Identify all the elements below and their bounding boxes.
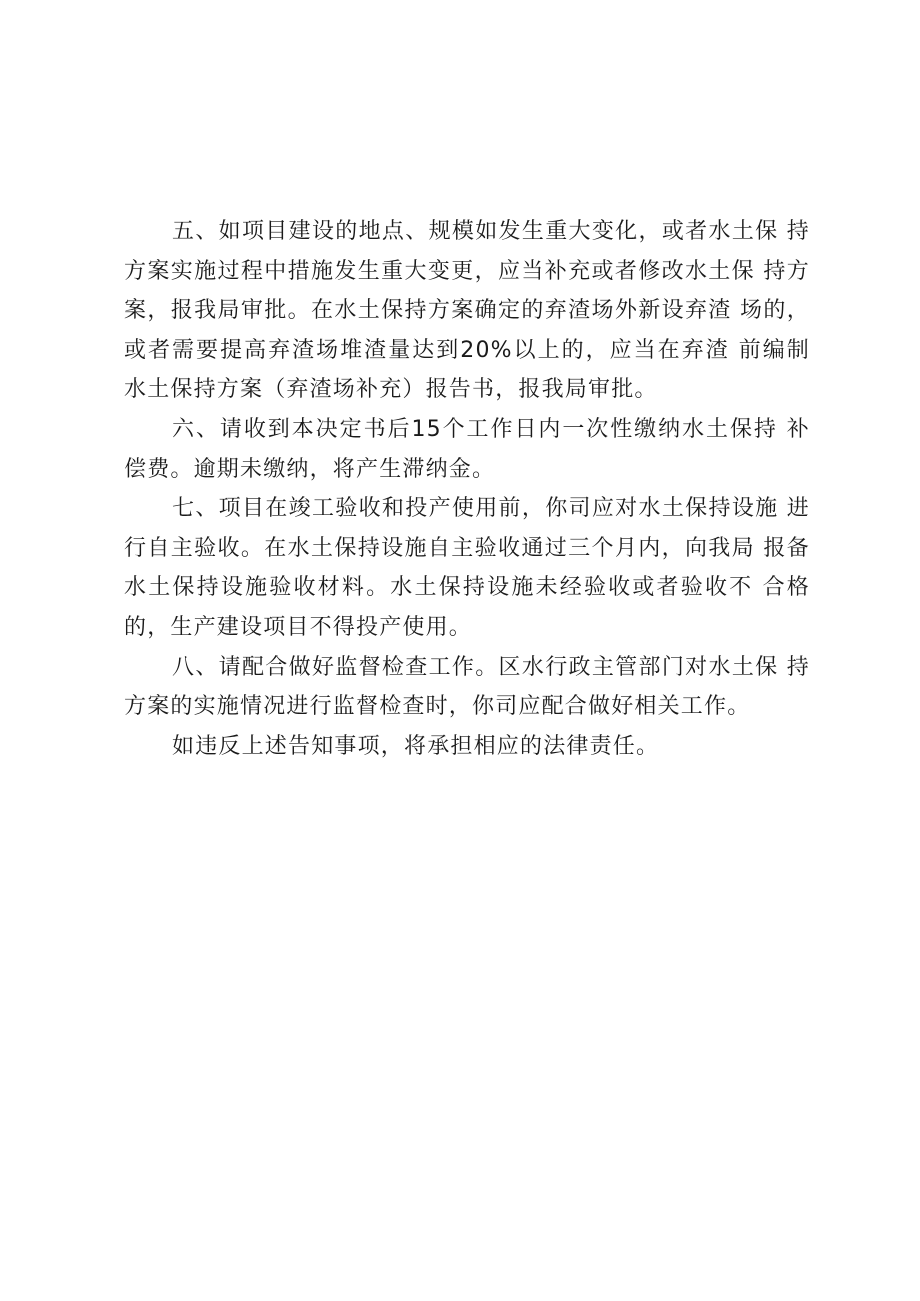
paragraph-item-7: 七、项目在竣工验收和投产使用前，你司应对水土保持设施 进行自主验收。在水土保持设施自主验收通过三个月内，向我局 报备水土保持设施验收材料。水土保持设施未经验收或者验收不 合格的，生产建设项目不得投产使用。 [124,496,810,640]
paragraph-item-5: 五、如项目建设的地点、规模如发生重大变化，或者水土保 持方案实施过程中措施发生重大变更，应当补充或者修改水土保 持方案，报我局审批。在水土保持方案确定的弃渣场外新设弃渣 场的，或者需要提高弃渣场堆渣量达到20%以上的，应当在弃渣 前编制水土保持方案（弃渣场补充）报告书，报我局审批。 [124,219,810,403]
document-body [124,212,810,766]
paragraph-closing: 如违反上述告知事项，将承担相应的法律责任。 [172,733,660,759]
paragraph-item-8: 八、请配合做好监督检查工作。区水行政主管部门对水土保 持方案的实施情况进行监督检查时，你司应配合做好相关工作。 [124,654,810,720]
paragraph-item-6: 六、请收到本决定书后15个工作日内一次性缴纳水土保持 补偿费。逾期未缴纳，将产生滞纳金。 [124,416,810,482]
